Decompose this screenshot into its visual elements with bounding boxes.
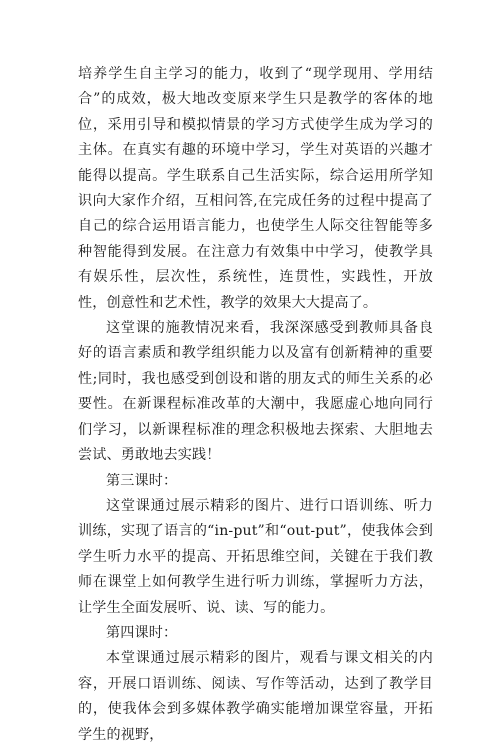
section-heading-lesson-4: 第四课时： — [106, 624, 178, 641]
document-body — [78, 62, 433, 748]
paragraph-teaching-reflection: 这堂课的施教情况来看，我深深感受到教师具备良好的语言素质和教学组织能力以及富有创新精神的重要性;同时，我也感受到创设和谐的朋友式的师生关系的必要性。在新课程标准改革的大潮中，我愿虚心地向同行们学习，以新课程标准的理念积极地去探索、大胆地去尝试、勇敢地去实践！ — [78, 320, 433, 464]
paragraph-continued: 培养学生自主学习的能力，收到了“现学现用、学用结合”的成效，极大地改变原来学生只是教学的客体的地位，采用引导和模拟情景的学习方式使学生成为学习的主体。在真实有趣的环境中学习，学生对英语的兴趣才能得以提高。学生联系自己生活实际，综合运用所学知识向大家作介绍，互相问答,在完成任务的过程中提高了自己的综合运用语言能力，也使学生人际交往智能等多种智能得到发展。在注意力有效集中中学习，使教学具有娱乐性，层次性，系统性，连贯性，实践性，开放性，创意性和艺术性，教学的效果大大提高了。 — [78, 66, 433, 311]
section-heading-lesson-3: 第三课时： — [106, 472, 178, 489]
paragraph-lesson-4: 本堂课通过展示精彩的图片，观看与课文相关的内容，开展口语训练、阅读、写作等活动，达到了教学目的，使我体会到多媒体教学确实能增加课堂容量，开拓学生的视野， — [78, 650, 433, 743]
paragraph-lesson-3: 这堂课通过展示精彩的图片、进行口语训练、听力训练，实现了语言的“in-put”和“out-put”，使我体会到学生听力水平的提高、开拓思维空间，关键在于我们教师在课堂上如何教学生进行听力训练，掌握听力方法，让学生全面发展听、说、读、写的能力。 — [78, 497, 433, 616]
